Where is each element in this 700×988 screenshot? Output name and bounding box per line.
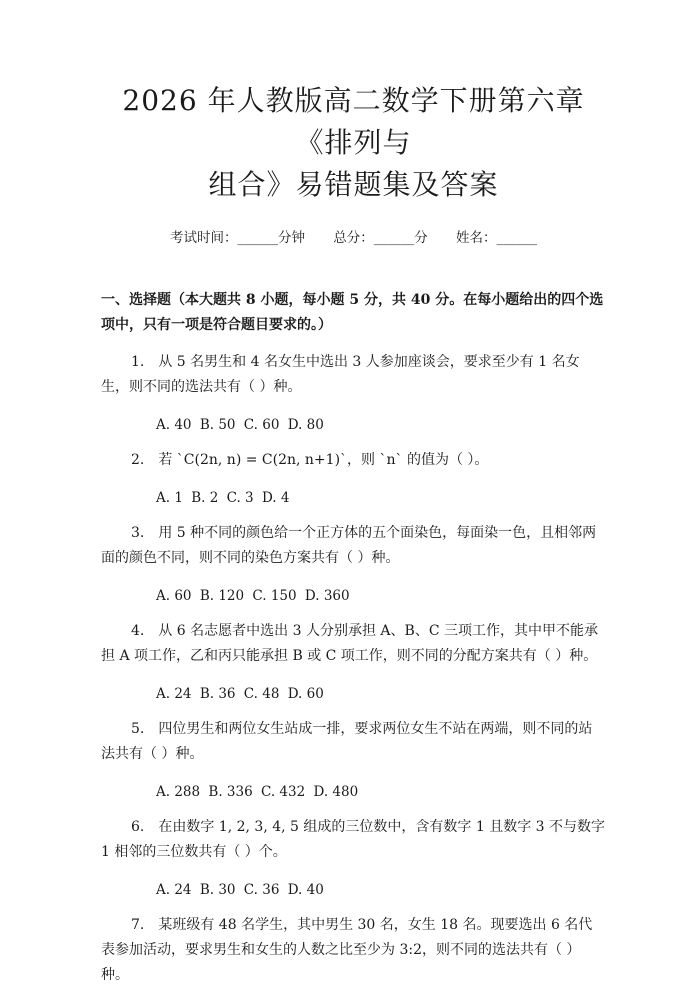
option-b: B. 50 bbox=[199, 417, 236, 433]
title-line-2: 组合》易错题集及答案 bbox=[208, 168, 499, 201]
question-stem: 3. 用 5 种不同的颜色给一个正方体的五个面染色，每面染一色，且相邻两面的颜色不同，则不同的染色方案共有（ ）种。 bbox=[101, 525, 597, 566]
question-stem: 2. 若 `C(2n, n) = C(2n, n+1)`，则 `n` 的值为（ ）。 bbox=[131, 452, 489, 468]
question-5 bbox=[101, 717, 606, 803]
title-line-1: 2026 年人教版高二数学下册第六章《排列与 bbox=[122, 84, 585, 159]
option-b: B. 30 bbox=[199, 882, 236, 898]
question-4 bbox=[101, 619, 606, 705]
option-d: D. 80 bbox=[287, 417, 324, 433]
question-stem: 1. 从 5 名男生和 4 名女生中选出 3 人参加座谈会，要求至少有 1 名女生，则不同的选法共有（ ）种。 bbox=[101, 354, 580, 395]
option-a: A. 24 bbox=[156, 686, 192, 702]
option-c: C. 48 bbox=[243, 686, 280, 702]
question-stem: 6. 在由数字 1, 2, 3, 4, 5 组成的三位数中，含有数字 1 且数字 3 不与数字 1 相邻的三位数共有（ ）个。 bbox=[101, 819, 606, 860]
question-stem: 7. 某班级有 48 名学生，其中男生 30 名，女生 18 名。现要选出 6 名代表参加活动，要求男生和女生的人数之比至少为 3:2，则不同的选法共有（ ）种。 bbox=[101, 917, 593, 983]
option-b: B. 336 bbox=[208, 784, 253, 800]
document-title bbox=[101, 0, 606, 206]
student-name-field: 姓名：______ bbox=[456, 230, 538, 246]
option-b: B. 36 bbox=[199, 686, 236, 702]
option-d: D. 480 bbox=[313, 784, 359, 800]
option-a: A. 1 bbox=[156, 490, 183, 506]
option-b: B. 2 bbox=[191, 490, 219, 506]
option-c: C. 36 bbox=[243, 882, 280, 898]
option-a: A. 40 bbox=[156, 417, 192, 433]
option-c: C. 150 bbox=[252, 588, 297, 604]
question-7 bbox=[101, 913, 606, 988]
option-d: D. 60 bbox=[287, 686, 324, 702]
option-d: D. 40 bbox=[287, 882, 324, 898]
option-c: C. 3 bbox=[226, 490, 254, 506]
option-d: D. 360 bbox=[304, 588, 350, 604]
question-options bbox=[156, 414, 606, 436]
exam-info-bar bbox=[101, 228, 606, 248]
option-a: A. 60 bbox=[156, 588, 192, 604]
question-options bbox=[156, 879, 606, 901]
option-c: C. 60 bbox=[243, 417, 280, 433]
question-options bbox=[156, 683, 606, 705]
question-2 bbox=[101, 448, 606, 509]
question-options bbox=[156, 781, 606, 803]
question-3 bbox=[101, 521, 606, 607]
question-stem: 5. 四位男生和两位女生站成一排，要求两位女生不站在两端，则不同的站法共有（ ）种。 bbox=[101, 721, 593, 762]
exam-time-field: 考试时间：______分钟 bbox=[169, 230, 305, 246]
question-stem: 4. 从 6 名志愿者中选出 3 人分别承担 A、B、C 三项工作，其中甲不能承担 A 项工作，乙和丙只能承担 B 或 C 项工作，则不同的分配方案共有（ ）种。 bbox=[101, 623, 598, 664]
question-options bbox=[156, 487, 606, 509]
question-1 bbox=[101, 350, 606, 436]
option-c: C. 432 bbox=[260, 784, 306, 800]
option-b: B. 120 bbox=[199, 588, 245, 604]
question-6 bbox=[101, 815, 606, 901]
question-options bbox=[156, 585, 606, 607]
option-d: D. 4 bbox=[261, 490, 290, 506]
section-heading: 一、选择题（本大题共 8 小题，每小题 5 分，共 40 分。在每小题给出的四个选项中，只有一项是符合题目要求的。） bbox=[101, 292, 604, 333]
option-a: A. 24 bbox=[156, 882, 192, 898]
total-score-field: 总分：______分 bbox=[333, 230, 428, 246]
option-a: A. 288 bbox=[156, 784, 201, 800]
